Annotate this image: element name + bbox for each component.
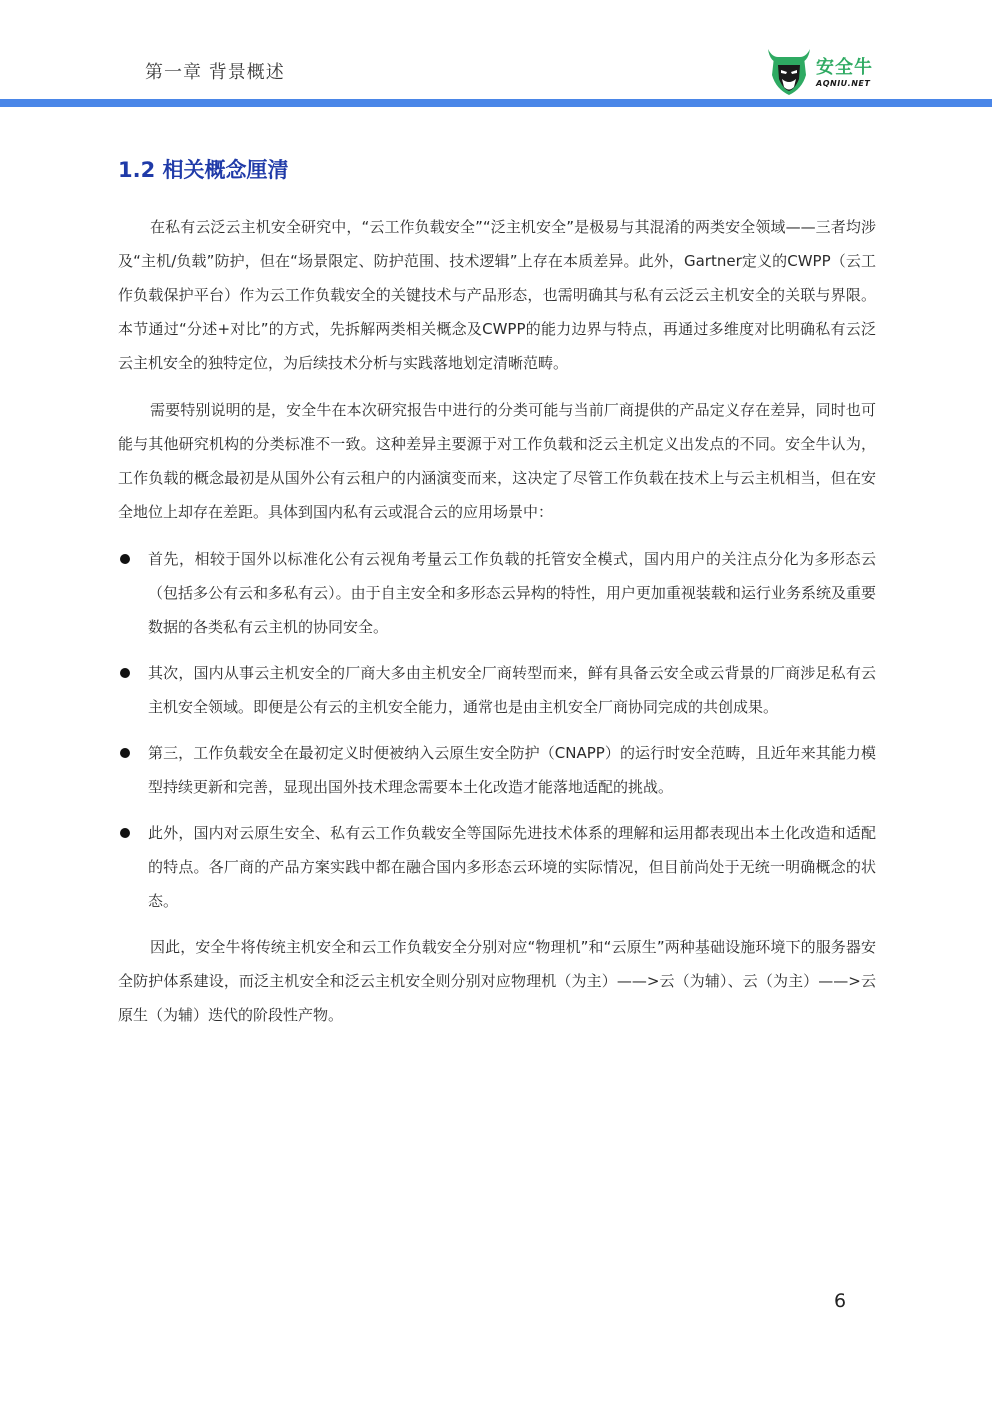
chapter-title: 第一章 背景概述 [145,62,285,83]
section-heading: 1.2 相关概念厘清 [118,158,289,182]
bullet-list [118,542,876,918]
bull-shield-logo-icon [766,45,812,97]
bullet-icon [120,668,130,678]
bullet-icon [120,554,130,564]
main-content [118,210,876,1045]
list-item-text: 此外，国内对云原生安全、私有云工作负载安全等国际先进技术体系的理解和运用都表现出本土化改造和适配的特点。各厂商的产品方案实践中都在融合国内多形态云环境的实际情况，但目前尚处于无统一明确概念的状态。 [148,824,876,910]
page-header [0,0,992,108]
bullet-icon [120,828,130,838]
logo [766,45,886,97]
paragraph: 在私有云泛云主机安全研究中，“云工作负载安全”“泛主机安全”是极易与其混淆的两类安全领域——三者均涉及“主机/负载”防护，但在“场景限定、防护范围、技术逻辑”上存在本质差异。此外，Gartner定义的CWPP（云工作负载保护平台）作为云工作负载安全的关键技术与产品形态，也需明确其与私有云泛云主机安全的关联与界限。本节通过“分述+对比”的方式，先拆解两类相关概念及CWPP的能力边界与特点，再通过多维度对比明确私有云泛云主机安全的独特定位，为后续技术分析与实践落地划定清晰范畴。 [118,218,876,372]
logo-text-cn: 安全牛 [816,57,873,78]
list-item [118,542,876,644]
closing-paragraph: 因此，安全牛将传统主机安全和云工作负载安全分别对应“物理机”和“云原生”两种基础设施环境下的服务器安全防护体系建设，而泛主机安全和泛云主机安全则分别对应物理机（为主）——>云（为辅）、云（为主）——>云原生（为辅）迭代的阶段性产物。 [118,938,876,1024]
list-item [118,736,876,804]
list-item-text: 第三，工作负载安全在最初定义时便被纳入云原生安全防护（CNAPP）的运行时安全范畴，且近年来其能力模型持续更新和完善，显现出国外技术理念需要本土化改造才能落地适配的挑战。 [148,744,876,796]
logo-text-en: AQNIU.NET [816,79,871,88]
header-divider [0,99,992,107]
list-item-text: 首先，相较于国外以标准化公有云视角考量云工作负载的托管安全模式，国内用户的关注点分化为多形态云（包括多公有云和多私有云）。由于自主安全和多形态云异构的特性，用户更加重视装载和运行业务系统及重要数据的各类私有云主机的协同安全。 [148,550,876,636]
bullet-icon [120,748,130,758]
list-item-text: 其次，国内从事云主机安全的厂商大多由主机安全厂商转型而来，鲜有具备云安全或云背景的厂商涉足私有云主机安全领域。即便是公有云的主机安全能力，通常也是由主机安全厂商协同完成的共创成果。 [148,664,876,716]
page-number: 6 [834,1290,847,1312]
list-item [118,656,876,724]
paragraph: 需要特别说明的是，安全牛在本次研究报告中进行的分类可能与当前厂商提供的产品定义存在差异，同时也可能与其他研究机构的分类标准不一致。这种差异主要源于对工作负载和泛云主机定义出发点的不同。安全牛认为，工作负载的概念最初是从国外公有云租户的内涵演变而来，这决定了尽管工作负载在技术上与云主机相当，但在安全地位上却存在差距。具体到国内私有云或混合云的应用场景中： [118,401,876,521]
list-item [118,816,876,918]
